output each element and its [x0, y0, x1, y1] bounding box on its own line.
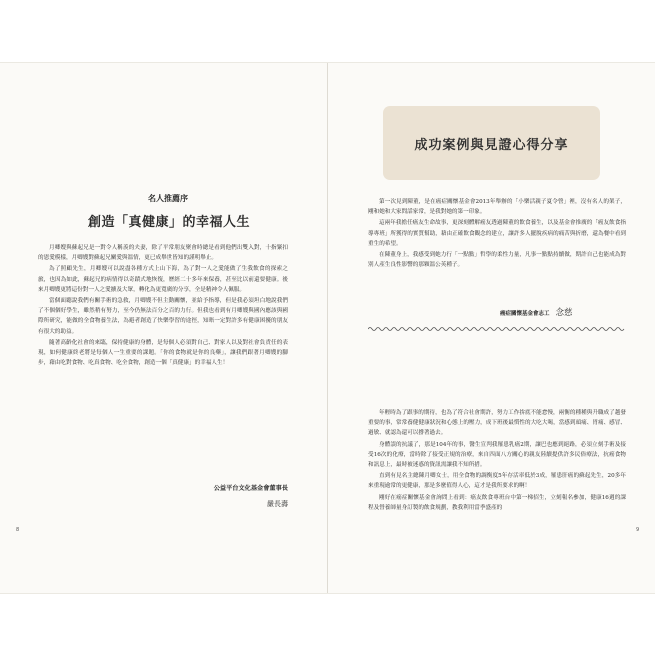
page-number-right: 9	[636, 527, 640, 533]
section-banner	[383, 106, 600, 180]
signature-name: 嚴長壽	[267, 500, 288, 508]
paragraph: 為了照顧先生，月卿嫂可以說盡各種方式上山下海，為了對一人之愛能做了生我飲食的探索之旅，也因為如此，蘇起兄的病情得以奇蹟式地恢復，歷經二十多年來保養，甚至比以前還要健康。後來月卿嫂更將這份對一人之愛擴及大眾，轉化為更寬廣的分享，全是精神令人佩服。	[38, 266, 288, 293]
signature-organization: 癌症關懷基金會志工	[500, 311, 550, 317]
paragraph: 第一次見到陳董，是在癌症關懷基金會2013年舉辦的「小樂活親子夏令營」裡，沒有名人的架子，剛和她和大家問話家常，是我對她的第一印象。	[368, 199, 626, 216]
recommendation-title: 創造「真健康」的幸福人生	[88, 215, 251, 230]
signature-name: 念慈	[555, 308, 573, 318]
paragraph: 隨著高齡化社會的來臨，保持健康的身體，是每個人必須對自己、對家人以及對社會負責任的表現，如何健康終老將是每個人一生重要的課題。「你的食物就是你的良藥」，讓我們跟著月卿嫂的腳步，藉由吃對食物、吃真食物、吃全食物，創造一個「真健康」的幸福人生！	[38, 339, 288, 367]
paragraph: 這兩年我擔任癌友生命故事，更深刻體解癌友透過陳董的飲食養生，以及基金會推廣的「癌友飲食指導專班」所獲得的實質幫助，藉由正確飲食觀念的建立，讓許多人擺脫疾病的痛苦與折磨，還為餐中看到重生的希望。	[368, 220, 626, 247]
page-number-left: 8	[16, 527, 20, 533]
paragraph: 當個面聽說我們有關手術的急救，月卿嫂不但主動關懷，並給予指導，但是我必須坦白地說我們了不個個好學生，雖然稍有努力，至今仍無法百分之百的力行。但我也看到有月卿嫂與國內應該與國際所研究，能做的全食物養生法，為避者創造了快樂學習的途徑，知晤一定對許多有健康困擾的朋友有很大的助益。	[38, 298, 288, 335]
signature-organization: 公益平台文化基金會董事長	[213, 485, 288, 492]
section-title: 成功案例與見證心得分享	[414, 137, 569, 153]
page-gutter	[327, 63, 328, 593]
paragraph: 年輕時為了跟事的期待，也為了符合社會期許，努力工作拚底不能怠慢，兩衡的種種與升職成了越發重要的事，常常養健健康狀況和心態上的壓力，成下班後最慣性的大吃大喝，當感到頭痛、胃痛、感冒、過敏、就認為還可以撐著過去。	[368, 410, 626, 437]
book-spread	[0, 62, 655, 594]
paragraph: 月卿嫂與蘇起兄是一對令人稱羨的夫妻，除了平常朋友聚會時總是看到他們出雙入對，十指緊扣的恩愛模樣，月卿嫂對蘇起兄關愛與溫情，更已成舉世皆知的謹明舉止。	[38, 245, 288, 262]
recommendation-body	[38, 243, 288, 369]
paragraph: 剛好在癌症關懷基金會詢問上看到：癌友飲食專班台中第一梯招生，立刻報名參加，健康16週的課程及營養師量身訂製的飲食規劃，教我利用當季盛產的	[368, 494, 626, 511]
paragraph: 在陳董身上，我感受到她力行「一點點」哲學的柔性力量，凡事一點點持續做，期許自己也能成為對別人產生良性影響的那顆溫公英種子。	[368, 252, 626, 269]
intro-section	[368, 197, 626, 270]
story-section	[368, 408, 626, 514]
paragraph: 身體誤的抗議了，那是104年的事，醫生宣判我罹患乳癌2期，讓巴也應到絕路，必須立刻手術及接受16次的化療，當時除了接受正規的治療，來自四面八方關心的親友陸續提供許多民俗療法，抗癌食物和訊息上，最時被迷惑的資訊需讓我不知所措。	[368, 441, 626, 469]
recommendation-kicker: 名人推薦序	[148, 194, 188, 203]
wavy-divider	[368, 325, 626, 333]
right-signature	[500, 300, 573, 319]
paragraph: 直到有見名主總陳月卿女士，用全食物的調衡度5年存活率低於3成，罹患肝癌的蘇起先生，20多年來重現逾常的更健康，那是多麼值得人心，這才是我所要求的啊！	[368, 473, 626, 490]
